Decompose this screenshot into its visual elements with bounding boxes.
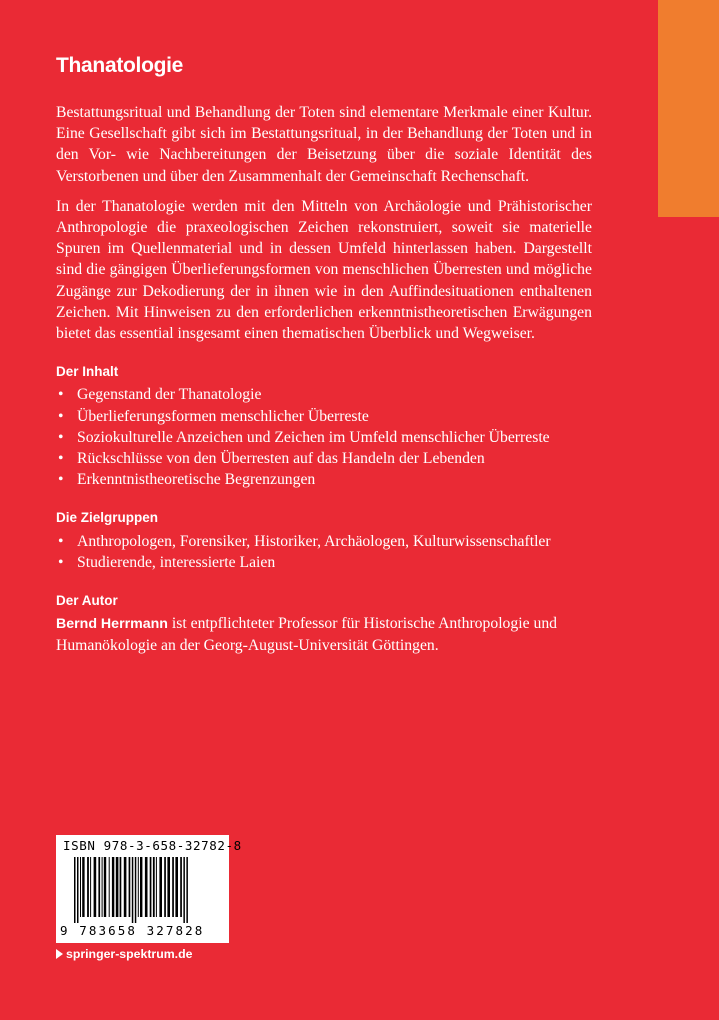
barcode-bar: [167, 857, 170, 917]
barcode-bar: [104, 857, 106, 917]
barcode-bar: [156, 857, 157, 917]
barcode-bar: [116, 857, 119, 917]
author-name: Bernd Herrmann: [56, 616, 168, 633]
isbn-text: ISBN 978-3-658-32782-8: [63, 838, 242, 853]
barcode-bar: [87, 857, 89, 917]
barcode-bar: [94, 857, 97, 917]
author-bio: ist entpflichteter Professor für Historische Anthropologie und Humanökologie an der Georg-August-Universität Göttingen.: [56, 615, 558, 655]
list-item: • Gegenstand der Thanatologie: [56, 384, 592, 405]
barcode-bar: [98, 857, 100, 917]
list-item: • Anthropologen, Forensiker, Historiker, Archäologen, Kulturwissenschaftler: [56, 531, 592, 552]
arrow-right-icon: [56, 949, 63, 959]
barcode-bar: [112, 857, 114, 917]
barcode-bar: [175, 857, 178, 917]
barcode-digits: 9 783658 327828: [60, 923, 205, 938]
barcode-bar: [186, 857, 188, 923]
list-item: • Rückschlüsse von den Überresten auf das Handeln der Lebenden: [56, 448, 592, 469]
inhalt-list: [56, 384, 592, 490]
isbn-barcode: [56, 835, 242, 943]
barcode-bar: [90, 857, 91, 917]
barcode-bar: [129, 857, 131, 917]
barcode-bar: [120, 857, 122, 917]
list-item: • Studierende, interessierte Laien: [56, 552, 592, 573]
inhalt-heading: Der Inhalt: [56, 364, 119, 380]
orange-corner-tab: [658, 0, 719, 217]
barcode-bar: [82, 857, 84, 917]
barcode-bar: [183, 857, 185, 923]
barcode-bar: [132, 857, 134, 923]
barcode-bar: [124, 857, 127, 917]
description-paragraph-1: Bestattungsritual und Behandlung der Toten sind elementare Merkmale einer Kultur. Eine Gesellschaft gibt sich im Bestattungsritual, in der Behandlung der Toten und in den Vor- wie Nachbereitungen der Beisetzung über die soziale Identität des Verstorbenen und über den Zusammenhalt der Gemeinschaft Rechenschaft.: [56, 104, 592, 185]
barcode-bar: [164, 857, 166, 917]
list-item: • Soziokulturelle Anzeichen und Zeichen im Umfeld menschlicher Überreste: [56, 427, 592, 448]
barcode-bars: [74, 857, 223, 923]
barcode-bar: [77, 857, 79, 923]
zielgruppen-heading: Die Zielgruppen: [56, 510, 159, 526]
autor-paragraph: [56, 613, 592, 656]
autor-heading: Der Autor: [56, 593, 118, 609]
list-item: • Erkenntnistheoretische Begrenzungen: [56, 469, 592, 490]
description-paragraph-2: In der Thanatologie werden mit den Mitteln von Archäologie und Prähistorischer Anthropologie die praxeologischen Zeichen rekonstruiert, soweit sie materielle Spuren im Quellenmaterial und in dessen Umfeld hinterlassen haben. Dargestellt sind die gängigen Überlieferungsformen von menschlichen Überresten und mögliche Zugänge zur Dekodierung der in ihnen wie in den Auffindesituationen enthaltenen Zeichen. Mit Hinweisen zu den erforderlichen erkenntnistheoretischen Erwägungen bietet das essential insgesamt einen thematischen Überblick und Wegweiser.: [56, 197, 592, 343]
barcode-bar: [150, 857, 152, 917]
barcode-bar: [140, 857, 142, 917]
barcode-bar: [102, 857, 103, 917]
publisher-url: springer-spektrum.de: [66, 947, 193, 961]
barcode-bar: [135, 857, 137, 923]
barcode-bar: [172, 857, 174, 917]
barcode-bar: [138, 857, 139, 917]
zielgruppen-list: [56, 531, 592, 573]
barcode-bar: [180, 857, 182, 917]
barcode-bar: [109, 857, 110, 917]
book-title: Thanatologie: [56, 54, 184, 77]
barcode-bar: [80, 857, 81, 917]
back-cover-text: [56, 102, 592, 666]
publisher-link[interactable]: [56, 947, 192, 961]
barcode-bar: [74, 857, 76, 923]
barcode-bar: [159, 857, 162, 917]
list-item: • Überlieferungsformen menschlicher Überreste: [56, 406, 592, 427]
barcode-bar: [153, 857, 155, 917]
barcode-bar: [145, 857, 148, 917]
